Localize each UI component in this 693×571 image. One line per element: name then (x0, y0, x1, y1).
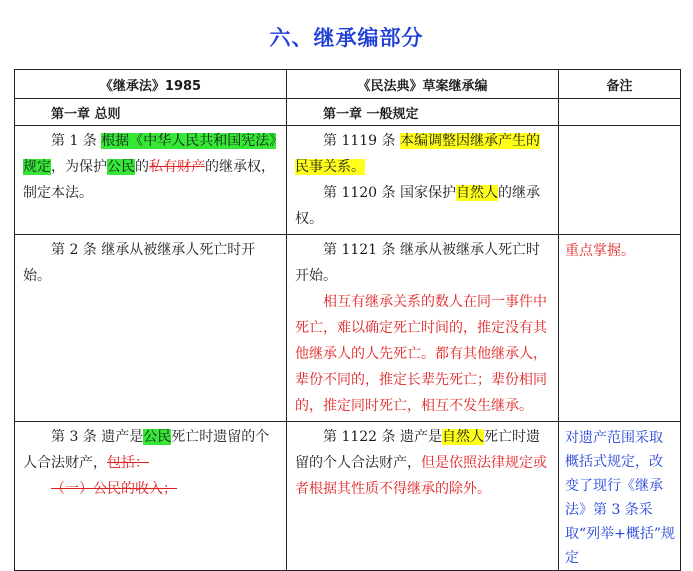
chapter-col1: 第一章 总则 (15, 99, 287, 126)
comparison-table (14, 69, 681, 571)
row1-note-cell (559, 126, 681, 235)
highlight-green: 根据《中华人民共和国宪法》规定 (23, 133, 277, 175)
highlight-yellow: 自然人 (455, 185, 498, 201)
table-row (15, 126, 681, 235)
row3-left-cell: 第 3 条 遗产是公民死亡时遗留的个人合法财产，包括： （一）公民的收入； (15, 422, 287, 571)
chapter-row (15, 99, 681, 126)
header-col2: 《民法典》草案继承编 (287, 70, 559, 99)
row1-right-cell: 第 1119 条 本编调整因继承产生的民事关系。 第 1120 条 国家保护自然人的继承权。 (287, 126, 559, 235)
row2-note-cell: 重点掌握。 (559, 235, 681, 422)
row2-right-cell: 第 1121 条 继承从被继承人死亡时开始。 相互有继承关系的数人在同一事件中死亡，难以确定死亡时间的，推定没有其他继承人的人先死亡。都有其他继承人，辈份不同的，推定长辈先死亡；辈份相同的，推定同时死亡，相互不发生继承。 (287, 235, 559, 422)
header-col1: 《继承法》1985 (15, 70, 287, 99)
deleted-text: （一）公民的收入； (51, 481, 177, 497)
highlight-yellow: 本编调整因继承产生的民事关系。 (295, 133, 540, 175)
row1-left-cell: 第 1 条 根据《中华人民共和国宪法》规定，为保护公民的私有财产的继承权，制定本法。 (15, 126, 287, 235)
chapter-col3 (559, 99, 681, 126)
row2-left-cell: 第 2 条 继承从被继承人死亡时开始。 (15, 235, 287, 422)
row3-note-cell: 对遗产范围采取概括式规定，改变了现行《继承法》第 3 条采取“列举+概括”规定 (559, 422, 681, 571)
highlight-yellow: 自然人 (441, 429, 484, 445)
highlight-green: 公民 (143, 429, 172, 445)
header-col3: 备注 (559, 70, 681, 99)
deleted-text: 包括： (107, 455, 149, 471)
highlight-green: 公民 (107, 159, 135, 175)
chapter-col2: 第一章 一般规定 (287, 99, 559, 126)
deleted-text: 私有财产 (149, 159, 205, 175)
header-row (15, 70, 681, 99)
row3-right-cell: 第 1122 条 遗产是自然人死亡时遗留的个人合法财产，但是依照法律规定或者根据其性质不得继承的除外。 (287, 422, 559, 571)
table-row (15, 422, 681, 571)
table-row (15, 235, 681, 422)
page-title: 六、继承编部分 (269, 26, 424, 50)
